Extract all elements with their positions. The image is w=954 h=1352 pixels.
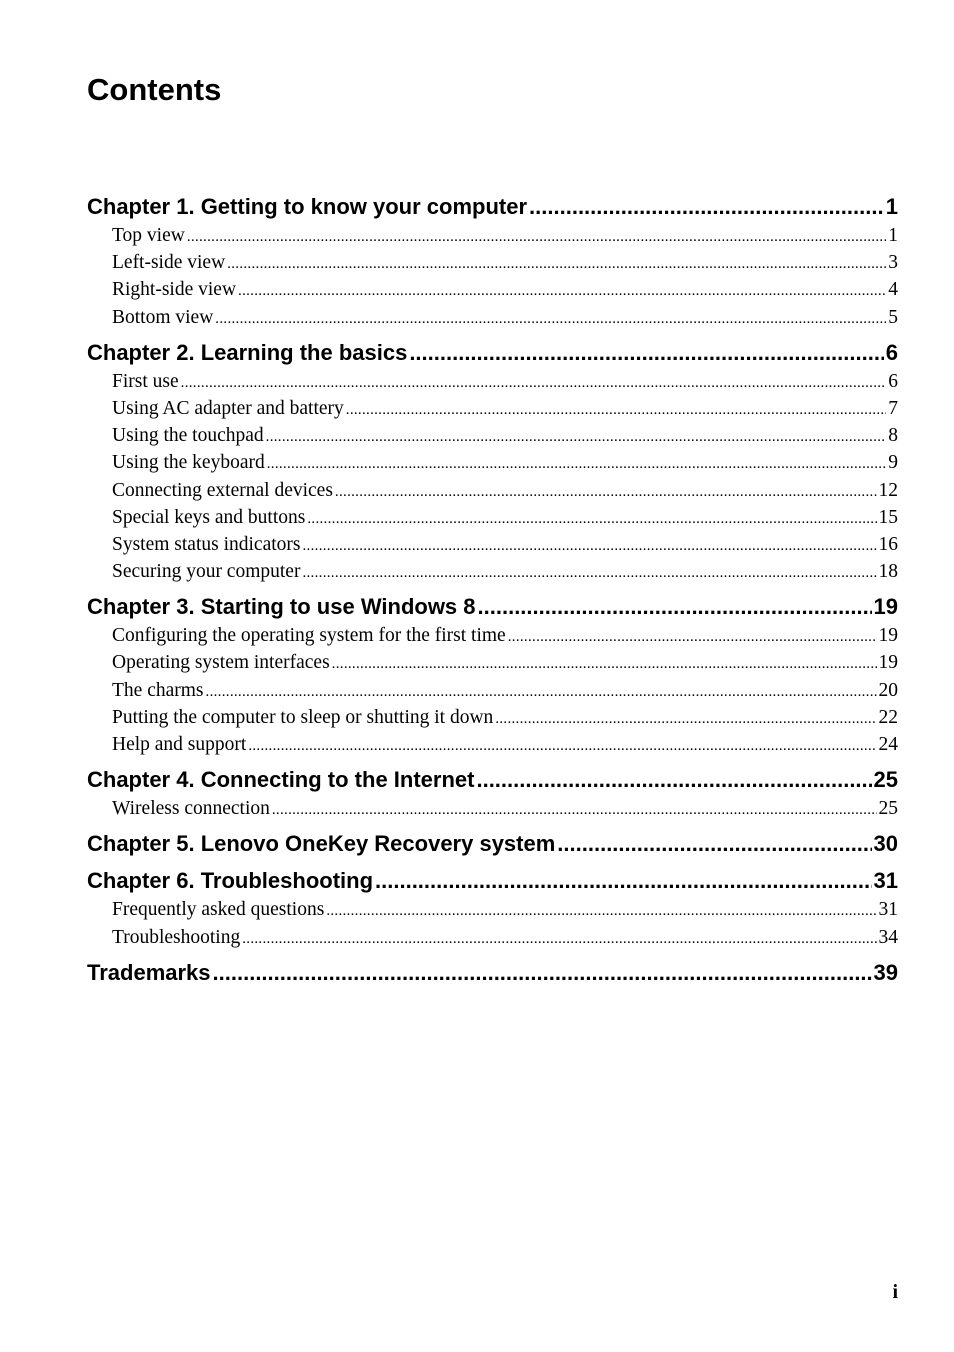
toc-trademarks <box>87 957 898 988</box>
dot-leader <box>181 368 887 395</box>
section-title: Configuring the operating system for the first time <box>112 625 506 647</box>
section-title: System status indicators <box>112 533 301 555</box>
toc-section-entry[interactable] <box>87 276 898 303</box>
toc-section-entry[interactable] <box>87 249 898 276</box>
dot-leader <box>529 191 884 222</box>
section-page-number: 34 <box>878 926 898 948</box>
dot-leader <box>495 704 876 731</box>
dot-leader <box>206 677 877 704</box>
section-title: Left-side view <box>112 252 226 274</box>
toc-chapter-2 <box>87 337 898 586</box>
section-title: Operating system interfaces <box>112 652 330 674</box>
section-page-number: 19 <box>878 625 898 647</box>
chapter-page-number: 1 <box>885 194 898 219</box>
section-title: Frequently asked questions <box>112 899 325 921</box>
section-page-number: 7 <box>888 397 898 419</box>
toc-chapter-entry[interactable] <box>87 865 898 896</box>
section-page-number: 19 <box>878 652 898 674</box>
toc-section-entry[interactable] <box>87 704 898 731</box>
toc-chapter-entry[interactable] <box>87 191 898 222</box>
chapter-title: Trademarks <box>87 959 211 985</box>
toc-chapter-4 <box>87 764 898 822</box>
section-page-number: 31 <box>878 899 898 921</box>
dot-leader <box>227 249 886 276</box>
dot-leader <box>266 422 887 449</box>
dot-leader <box>248 731 876 758</box>
toc-section-entry[interactable] <box>87 896 898 923</box>
chapter-page-number: 25 <box>873 767 898 793</box>
section-title: First use <box>112 370 179 392</box>
dot-leader <box>508 622 877 649</box>
dot-leader <box>346 395 886 422</box>
section-page-number: 25 <box>878 798 898 820</box>
section-title: Right-side view <box>112 279 237 301</box>
chapter-page-number: 30 <box>873 831 898 857</box>
section-page-number: 6 <box>888 370 898 392</box>
toc-section-entry[interactable] <box>87 795 898 822</box>
chapter-title: Chapter 1. Getting to know your computer <box>87 194 528 219</box>
section-title: Using AC adapter and battery <box>112 397 344 419</box>
section-page-number: 12 <box>878 479 898 501</box>
section-title: Special keys and buttons <box>112 506 306 528</box>
toc-chapter-entry[interactable] <box>87 337 898 368</box>
toc-section-entry[interactable] <box>87 622 898 649</box>
chapter-title: Chapter 4. Connecting to the Internet <box>87 767 475 793</box>
section-page-number: 24 <box>878 734 898 755</box>
dot-leader <box>478 591 872 622</box>
toc-section-entry[interactable] <box>87 368 898 395</box>
toc-chapter-entry[interactable] <box>87 957 898 988</box>
section-title: Troubleshooting <box>112 926 241 948</box>
dot-leader <box>476 764 871 795</box>
section-title: Bottom view <box>112 306 214 328</box>
section-page-number: 16 <box>878 533 898 555</box>
toc-section-entry[interactable] <box>87 677 898 704</box>
section-title: Using the touchpad <box>112 425 264 447</box>
section-page-number: 9 <box>888 452 898 474</box>
toc-chapter-3 <box>87 591 898 758</box>
chapter-title: Chapter 2. Learning the basics <box>87 339 408 365</box>
dot-leader <box>326 896 876 923</box>
dot-leader <box>302 558 876 585</box>
chapter-title: Chapter 5. Lenovo OneKey Recovery system <box>87 831 556 857</box>
chapter-title: Chapter 6. Troubleshooting <box>87 868 374 894</box>
chapter-page-number: 39 <box>873 959 898 985</box>
toc-section-entry[interactable] <box>87 477 898 504</box>
toc-chapter-entry[interactable] <box>87 828 898 859</box>
toc-section-entry[interactable] <box>87 222 898 249</box>
dot-leader <box>307 504 876 531</box>
section-page-number: 3 <box>888 252 898 274</box>
toc-chapter-6 <box>87 865 898 950</box>
toc-chapter-5 <box>87 828 898 859</box>
section-page-number: 18 <box>878 561 898 583</box>
toc-section-entry[interactable] <box>87 422 898 449</box>
section-title: Wireless connection <box>112 798 270 820</box>
section-page-number: 5 <box>888 306 898 328</box>
dot-leader <box>557 828 871 859</box>
dot-leader <box>213 957 872 988</box>
chapter-page-number: 19 <box>873 594 898 620</box>
toc-section-entry[interactable] <box>87 924 898 951</box>
section-title: Using the keyboard <box>112 452 265 474</box>
dot-leader <box>187 222 886 249</box>
section-page-number: 15 <box>878 506 898 528</box>
dot-leader <box>238 276 886 303</box>
toc-section-entry[interactable] <box>87 731 898 758</box>
section-title: Help and support <box>112 734 247 755</box>
toc-chapter-1 <box>87 191 898 331</box>
dot-leader <box>332 649 877 676</box>
section-page-number: 1 <box>888 225 898 246</box>
table-of-contents <box>87 191 898 994</box>
footer-page-number: i <box>892 1281 898 1303</box>
section-title: Connecting external devices <box>112 479 333 501</box>
section-title: Securing your computer <box>112 561 301 583</box>
chapter-title: Chapter 3. Starting to use Windows 8 <box>87 594 476 620</box>
section-page-number: 22 <box>878 706 898 728</box>
dot-leader <box>303 531 877 558</box>
section-title: The charms <box>112 679 204 701</box>
dot-leader <box>242 924 876 951</box>
toc-chapter-entry[interactable] <box>87 591 898 622</box>
dot-leader <box>272 795 877 822</box>
dot-leader <box>409 337 883 368</box>
toc-chapter-entry[interactable] <box>87 764 898 795</box>
toc-section-entry[interactable] <box>87 531 898 558</box>
section-title: Putting the computer to sleep or shutting it down <box>112 706 494 728</box>
section-title: Top view <box>112 225 185 246</box>
chapter-page-number: 6 <box>885 339 898 365</box>
dot-leader <box>375 865 872 896</box>
toc-section-entry[interactable] <box>87 449 898 476</box>
toc-section-entry[interactable] <box>87 504 898 531</box>
toc-section-entry[interactable] <box>87 649 898 676</box>
section-page-number: 20 <box>878 679 898 701</box>
dot-leader <box>215 304 886 331</box>
toc-section-entry[interactable] <box>87 558 898 585</box>
toc-section-entry[interactable] <box>87 395 898 422</box>
dot-leader <box>335 477 877 504</box>
chapter-page-number: 31 <box>873 868 898 894</box>
toc-section-entry[interactable] <box>87 304 898 331</box>
section-page-number: 4 <box>888 279 898 301</box>
page-title: Contents <box>87 72 222 107</box>
section-page-number: 8 <box>888 425 898 447</box>
dot-leader <box>267 449 887 476</box>
